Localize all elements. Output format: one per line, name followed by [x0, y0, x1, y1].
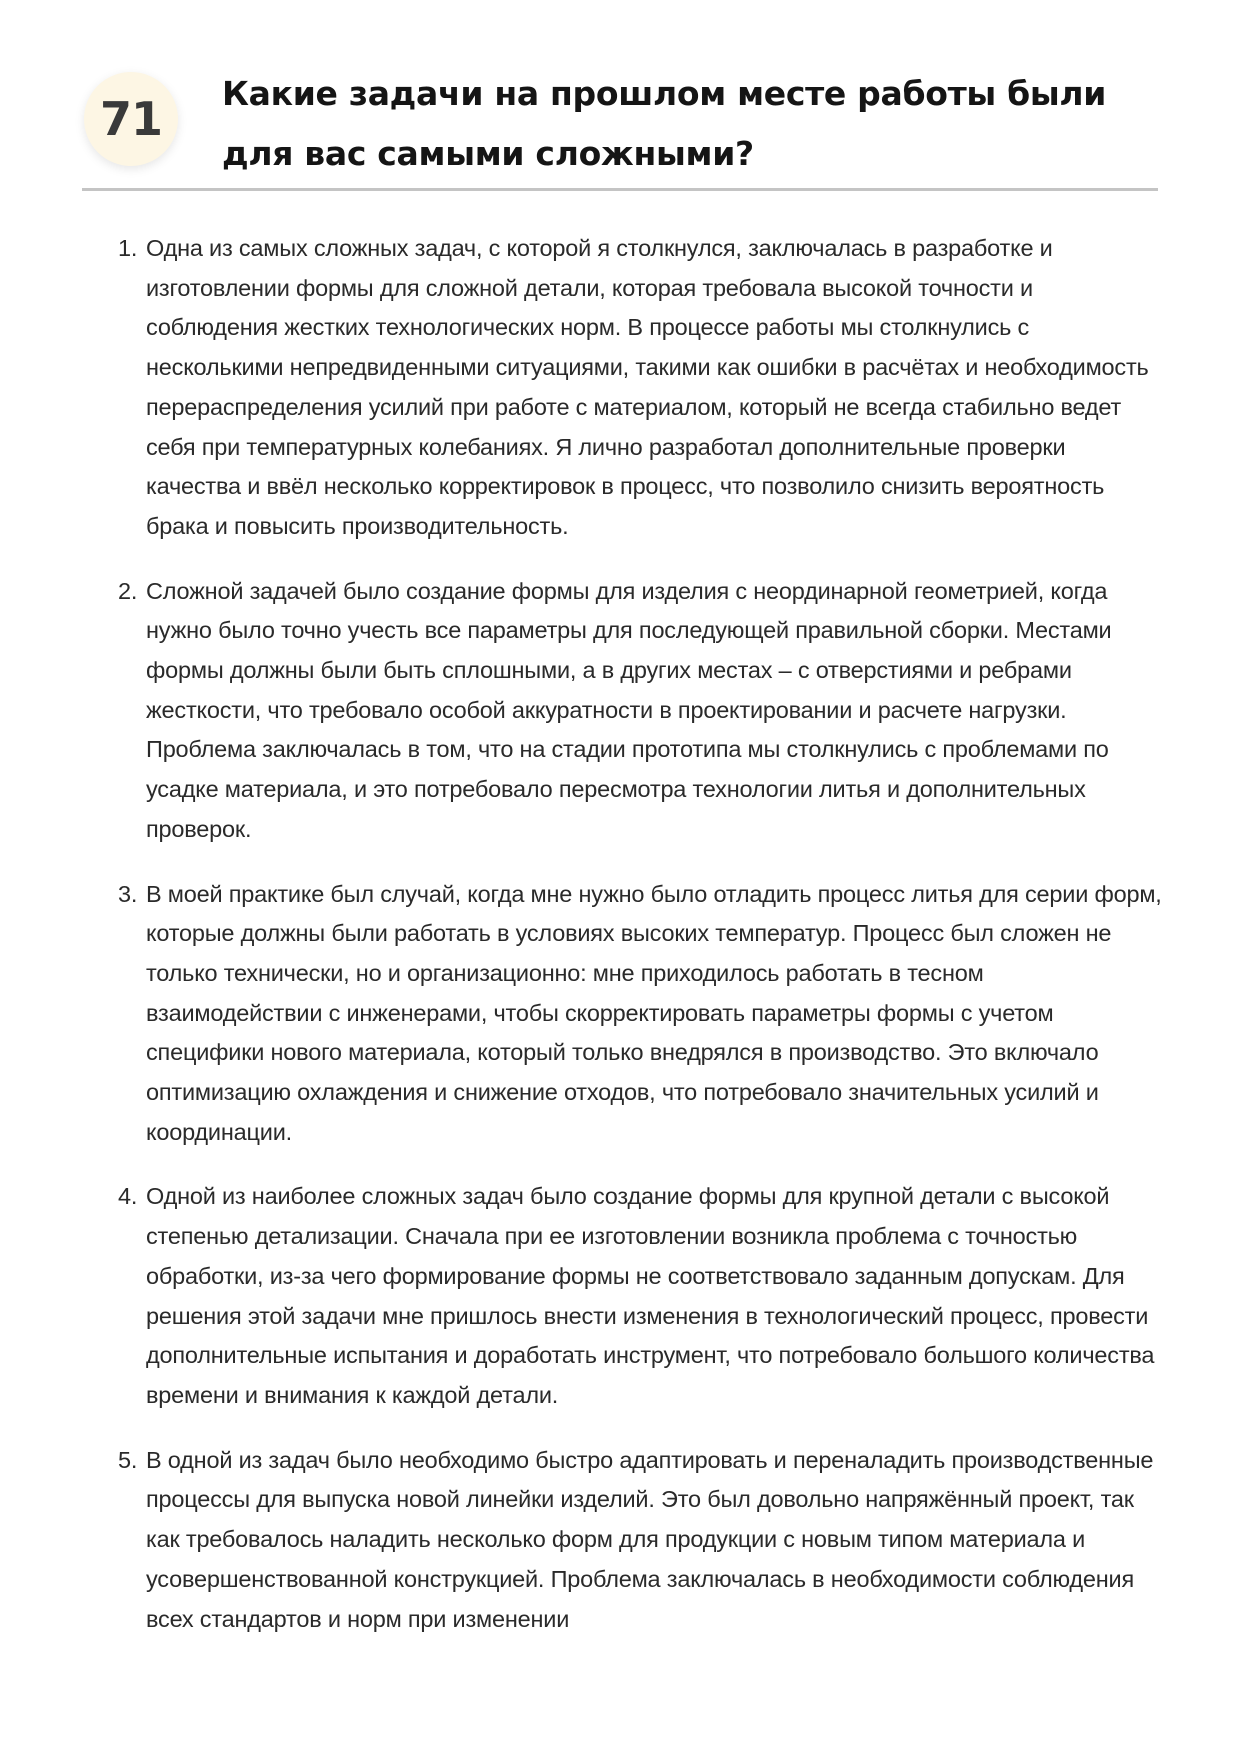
answer-item [102, 1177, 1162, 1415]
question-number-badge: 71 [84, 72, 178, 166]
answer-list [102, 229, 1162, 1664]
answer-item [102, 1441, 1162, 1640]
answer-number: 3. [118, 880, 138, 907]
question-title: Какие задачи на прошлом месте работы были для вас самыми сложными? [222, 74, 1107, 173]
answer-text: Одной из наиболее сложных задач было создание формы для крупной детали с высокой степенью детализации. Сначала при ее изготовлении возникла проблема с точностью обработки, из-за чего формирование формы не соответствовало заданным допускам. Для решения этой задачи мне пришлось внести изменения в технологический процесс, провести дополнительные испытания и доработать инструмент, что потребовало большого количества времени и внимания к каждой детали. [146, 1183, 1155, 1408]
answer-item [102, 572, 1162, 850]
answer-text: Сложной задачей было создание формы для изделия с неординарной геометрией, когда нужно было точно учесть все параметры для последующей правильной сборки. Местами формы должны были быть сплошными, а в других местах – с отверстиями и ребрами жесткости, что требовало особой аккуратности в проектировании и расчете нагрузки. Проблема заключалась в том, что на стадии прототипа мы столкнулись с проблемами по усадке материала, и это потребовало пересмотра технологии литья и дополнительных проверок. [146, 577, 1112, 842]
answer-number: 2. [118, 577, 138, 604]
answer-text: В моей практике был случай, когда мне нужно было отладить процесс литья для серии форм, которые должны были работать в условиях высоких температур. Процесс был сложен не только технически, но и организационно: мне приходилось работать в тесном взаимодействии с инженерами, чтобы скорректировать параметры формы с учетом специфики нового материала, который только внедрялся в производство. Это включало оптимизацию охлаждения и снижение отходов, что потребовало значительных усилий и координации. [146, 880, 1162, 1145]
question-header [82, 58, 1158, 191]
answer-item [102, 875, 1162, 1153]
answer-text: Одна из самых сложных задач, с которой я столкнулся, заключалась в разработке и изготовлении формы для сложной детали, которая требовала высокой точности и соблюдения жестких технологических норм. В процессе работы мы столкнулись с несколькими непредвиденными ситуациями, такими как ошибки в расчётах и необходимость перераспределения усилий при работе с материалом, который не всегда стабильно ведет себя при температурных колебаниях. Я лично разработал дополнительные проверки качества и ввёл несколько корректировок в процесс, что позволило снизить вероятность брака и повысить производительность. [146, 235, 1149, 539]
answer-number: 5. [118, 1446, 138, 1473]
answer-number: 1. [118, 235, 138, 261]
answer-item [102, 229, 1162, 547]
answer-number: 4. [118, 1183, 138, 1210]
answer-text: В одной из задач было необходимо быстро адаптировать и переналадить производственные процессы для выпуска новой линейки изделий. Это был довольно напряжённый проект, так как требовалось наладить несколько форм для продукции с новым типом материала и усовершенствованной конструкцией. Проблема заключалась в необходимости соблюдения всех стандартов и норм при изменении [146, 1446, 1154, 1632]
